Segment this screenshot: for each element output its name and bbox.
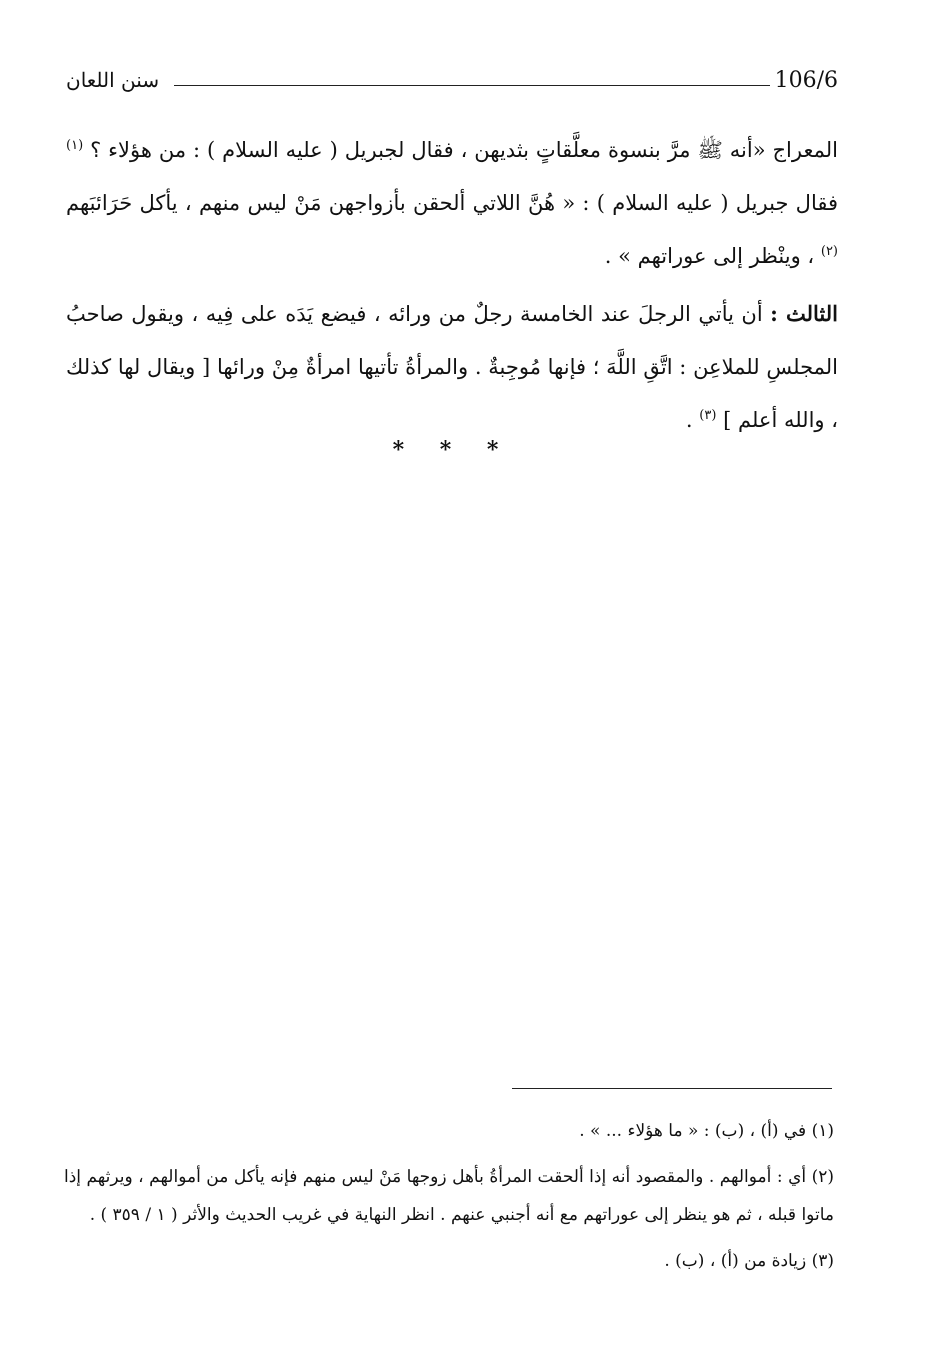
- paragraph: [66, 124, 838, 283]
- footnote-marker: (٢): [820, 244, 838, 259]
- footnote: (٣) زيادة من (أ) ، (ب) .: [664, 1251, 834, 1271]
- footnote-marker: (١): [66, 138, 84, 153]
- paragraph: [66, 287, 838, 447]
- section-lead: الثالث :: [770, 301, 838, 326]
- section-separator: * * *: [392, 437, 513, 463]
- running-title: سنن اللعان: [66, 68, 160, 92]
- paragraph-text: المعراج «أنه ﷺ مرَّ بنسوة معلَّقاتٍ بثديهن ، فقال لجبريل ( عليه السلام ) : من هؤلاء ؟: [90, 138, 838, 162]
- paragraph-text: ، وينْظر إلى عوراتهم » .: [604, 244, 815, 268]
- paragraph-text: فقال جبريل ( عليه السلام ) : « هُنَّ اللاتي ألحقن بأزواجهن مَنْ ليس منهم ، يأكل حَرَائبَهم: [66, 191, 838, 215]
- page-number: 106/6: [774, 68, 838, 93]
- footnote-marker: (٣): [699, 408, 717, 423]
- header-rule: [174, 85, 770, 86]
- footnote: (٢) أي : أموالهم . والمقصود أنه إذا ألحقت المرأةُ بأهل زوجها مَنْ ليس منهم فإنه يأكل من أموالهم ، ويرثهم إذا ماتوا قبله ، ثم هو ينظر إلى عوراتهم مع أنه أجنبي عنهم . انظر النهاية في غريب الحديث والأثر ( ١ / ٣٥٩ ) .: [64, 1167, 834, 1225]
- footnote-divider: [512, 1088, 832, 1089]
- footnote: (١) في (أ) ، (ب) : « ما هؤلاء ... » .: [579, 1121, 834, 1141]
- paragraph-text: .: [685, 408, 693, 432]
- main-text: [66, 124, 838, 451]
- page-header: [66, 66, 842, 96]
- paragraph-text: أن يأتي الرجلَ عند الخامسة رجلٌ من ورائه ، فيضع يَدَه على فِيه ، ويقول صاحبُ المجلسِ للملاعِن : اتَّقِ اللَّهَ ؛ فإنها مُوجِبةٌ . والمرأةُ تأتيها امرأةٌ مِنْ ورائها [ ويقال لها كذلك ، والله أعلم ]: [66, 302, 838, 432]
- footnotes: [64, 1112, 834, 1288]
